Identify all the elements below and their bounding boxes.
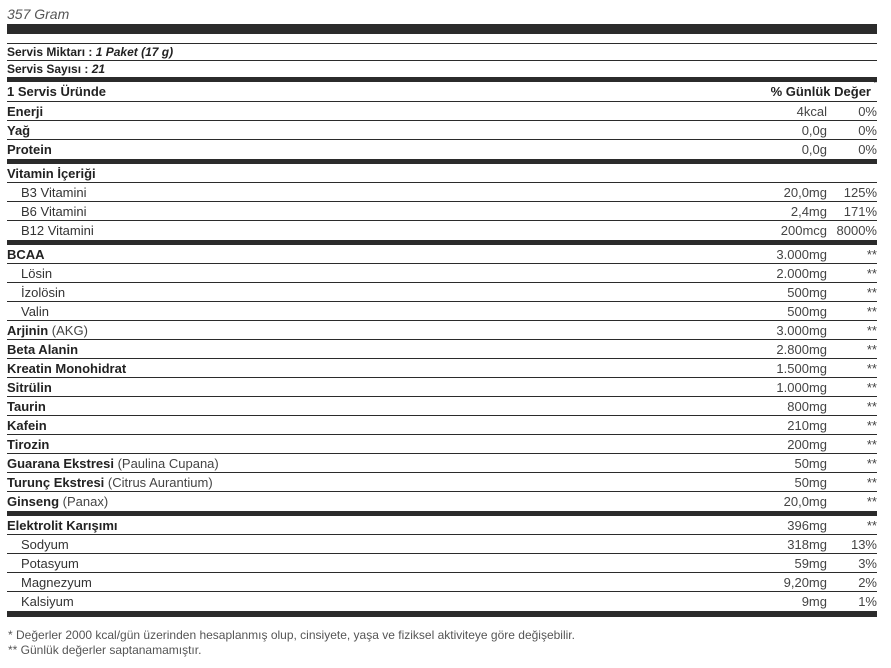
nutrient-name: [7, 166, 667, 181]
bottom-divider: [7, 611, 877, 617]
electrolyte-header-row: [7, 516, 877, 535]
nutrient-name: İzolösin: [21, 284, 66, 300]
nutrient-daily-value: **: [866, 494, 877, 509]
nutrient-daily-value: **: [866, 360, 877, 376]
nutrient-name-bold: Taurin: [7, 398, 46, 414]
nutrient-amount: 2.800mg: [776, 341, 827, 357]
nutrient-name: Valin: [21, 303, 49, 319]
nutrient-daily-value: **: [866, 517, 877, 533]
nutrient-row: [7, 359, 877, 378]
nutrient-row: [7, 121, 877, 140]
vitamin-section: [7, 164, 877, 240]
nutrient-name: Potasyum: [21, 555, 79, 571]
nutrient-daily-value: **: [866, 265, 877, 281]
nutrient-amount: 50mg: [794, 474, 827, 490]
nutrient-amount: 2.000mg: [776, 265, 827, 281]
nutrient-daily-value: 1%: [858, 594, 877, 609]
package-weight: 357 Gram: [7, 6, 70, 22]
nutrient-daily-value: **: [866, 474, 877, 490]
nutrient-name-bold: Yağ: [7, 122, 31, 138]
nutrient-name: [7, 142, 667, 157]
nutrient-row: [7, 592, 877, 611]
nutrient-name: Sodyum: [21, 536, 69, 552]
bcaa-section: [7, 245, 877, 321]
nutrient-name: [7, 323, 667, 338]
daily-value-label: % Günlük Değer: [770, 84, 871, 99]
footnote-not-established: ** Günlük değerler saptanamamıştır.: [8, 643, 202, 657]
nutrient-daily-value: **: [866, 303, 877, 319]
nutrient-row: [7, 102, 877, 121]
nutrient-amount: 800mg: [787, 398, 827, 414]
nutrient-amount: 2,4mg: [790, 203, 827, 219]
nutrient-name-bold: Kafein: [7, 417, 47, 433]
nutrient-name: [7, 380, 667, 395]
nutrient-amount: 318mg: [787, 536, 827, 552]
nutrient-name-bold: Elektrolit Karışımı: [7, 517, 118, 533]
nutrient-row: [7, 535, 877, 554]
nutrient-daily-value: **: [866, 284, 877, 300]
nutrient-row: [7, 221, 877, 240]
nutrient-name-bold: Arjinin: [7, 322, 49, 338]
nutrient-row: [7, 554, 877, 573]
serving-size-label: Servis Miktarı :: [7, 45, 93, 59]
daily-value-star: *: [873, 78, 877, 88]
nutrient-daily-value: **: [866, 436, 877, 452]
nutrient-row: [7, 435, 877, 454]
per-serving-header: 1 Servis Üründe: [7, 84, 106, 99]
nutrient-name-bold: Beta Alanin: [7, 341, 79, 357]
nutrient-amount: 20,0mg: [783, 184, 827, 200]
nutrition-facts-panel: [7, 0, 877, 617]
nutrient-amount: 3.000mg: [776, 322, 827, 338]
nutrient-name-bold: Ginseng: [7, 494, 60, 509]
serving-count-label: Servis Sayısı :: [7, 62, 89, 76]
nutrient-name-bold: Kreatin Monohidrat: [7, 360, 127, 376]
nutrient-daily-value: **: [866, 246, 877, 262]
nutrient-amount: 9mg: [801, 594, 827, 609]
nutrient-name-bold: Guarana Ekstresi: [7, 455, 114, 471]
nutrient-daily-value: **: [866, 341, 877, 357]
other-ingredients: [7, 321, 877, 511]
nutrient-amount: 0,0g: [801, 142, 827, 157]
nutrient-name: [7, 104, 667, 119]
basic-nutrients: [7, 102, 877, 159]
nutrient-amount: 1.500mg: [776, 360, 827, 376]
nutrient-name: [7, 123, 667, 138]
nutrient-name: [7, 418, 667, 433]
nutrient-row: [7, 378, 877, 397]
nutrient-row: [7, 492, 877, 511]
nutrient-name: [7, 518, 667, 533]
nutrient-name: [7, 399, 667, 414]
nutrient-daily-value: **: [866, 398, 877, 414]
nutrient-daily-value: 0%: [858, 103, 877, 119]
nutrient-amount: 4kcal: [796, 103, 827, 119]
nutrient-amount: 210mg: [787, 417, 827, 433]
nutrient-amount: 200mg: [787, 436, 827, 452]
nutrient-row: [7, 264, 877, 283]
nutrient-row: [7, 340, 877, 359]
nutrient-name: [7, 494, 667, 509]
nutrient-source: (Citrus Aurantium): [104, 474, 213, 490]
vitamin-header-row: [7, 164, 877, 183]
nutrient-daily-value: 125%: [843, 184, 877, 200]
nutrient-amount: 0,0g: [801, 122, 827, 138]
nutrient-row: [7, 302, 877, 321]
nutrient-name: Magnezyum: [21, 574, 92, 590]
nutrient-daily-value: 13%: [850, 536, 877, 552]
nutrient-name-bold: Turunç Ekstresi: [7, 474, 105, 490]
nutrient-name: [7, 247, 667, 262]
column-header: [7, 78, 877, 102]
nutrient-amount: 3.000mg: [776, 246, 827, 262]
nutrient-daily-value: **: [866, 417, 877, 433]
nutrient-amount: 200mcg: [780, 223, 827, 238]
nutrient-amount: 20,0mg: [783, 494, 827, 509]
nutrient-name: [7, 361, 667, 376]
nutrient-amount: 500mg: [787, 303, 827, 319]
nutrient-daily-value: 2%: [858, 574, 877, 590]
daily-value-header: [770, 78, 877, 99]
nutrient-name: [7, 342, 667, 357]
bcaa-header-row: [7, 245, 877, 264]
electrolyte-section: [7, 516, 877, 611]
nutrient-name: [7, 456, 667, 471]
nutrient-daily-value: **: [866, 322, 877, 338]
nutrient-row: [7, 416, 877, 435]
nutrient-name: Lösin: [21, 265, 53, 281]
nutrient-row: [7, 473, 877, 492]
nutrient-row: [7, 454, 877, 473]
nutrient-name: B3 Vitamini: [21, 184, 87, 200]
nutrient-daily-value: 0%: [858, 142, 877, 157]
nutrient-source: (Panax): [59, 494, 109, 509]
nutrient-name-bold: BCAA: [7, 246, 45, 262]
top-divider: [7, 24, 877, 34]
nutrient-row: [7, 183, 877, 202]
nutrient-amount: 1.000mg: [776, 379, 827, 395]
nutrient-daily-value: 171%: [843, 203, 877, 219]
nutrient-daily-value: 8000%: [836, 223, 877, 238]
nutrient-name-bold: Tirozin: [7, 436, 50, 452]
nutrient-daily-value: 3%: [858, 555, 877, 571]
nutrient-name-bold: Sitrülin: [7, 379, 52, 395]
nutrient-name: B6 Vitamini: [21, 203, 87, 219]
nutrient-name-bold: Enerji: [7, 103, 44, 119]
nutrient-daily-value: **: [866, 455, 877, 471]
nutrient-amount: 59mg: [794, 555, 827, 571]
nutrient-source: (Paulina Cupana): [113, 455, 219, 471]
nutrient-row: [7, 573, 877, 592]
nutrient-row: [7, 140, 877, 159]
serving-count: [7, 61, 877, 77]
nutrient-row: [7, 321, 877, 340]
nutrient-daily-value: 0%: [858, 122, 877, 138]
nutrient-name-bold: Protein: [7, 142, 52, 157]
nutrient-name: Kalsiyum: [21, 594, 74, 609]
footnotes: [8, 628, 575, 658]
nutrient-row: [7, 397, 877, 416]
nutrient-name: B12 Vitamini: [21, 223, 94, 238]
nutrient-name-bold: Vitamin İçeriği: [7, 165, 96, 181]
nutrient-source: (AKG): [48, 322, 88, 338]
serving-size-value: 1 Paket (17 g): [95, 45, 174, 59]
nutrient-amount: 396mg: [787, 517, 827, 533]
serving-size: [7, 43, 877, 61]
nutrient-row: [7, 202, 877, 221]
serving-count-value: 21: [91, 62, 106, 76]
footnote-daily-value: * Değerler 2000 kcal/gün üzerinden hesaplanmış olup, cinsiyete, yaşa ve fiziksel aktiviteye göre değişebilir.: [8, 628, 575, 642]
nutrient-name: [7, 437, 667, 452]
nutrient-row: [7, 283, 877, 302]
nutrient-amount: 500mg: [787, 284, 827, 300]
nutrient-amount: 50mg: [794, 455, 827, 471]
nutrient-amount: 9,20mg: [783, 574, 827, 590]
nutrient-daily-value: **: [866, 379, 877, 395]
nutrient-name: [7, 475, 667, 490]
